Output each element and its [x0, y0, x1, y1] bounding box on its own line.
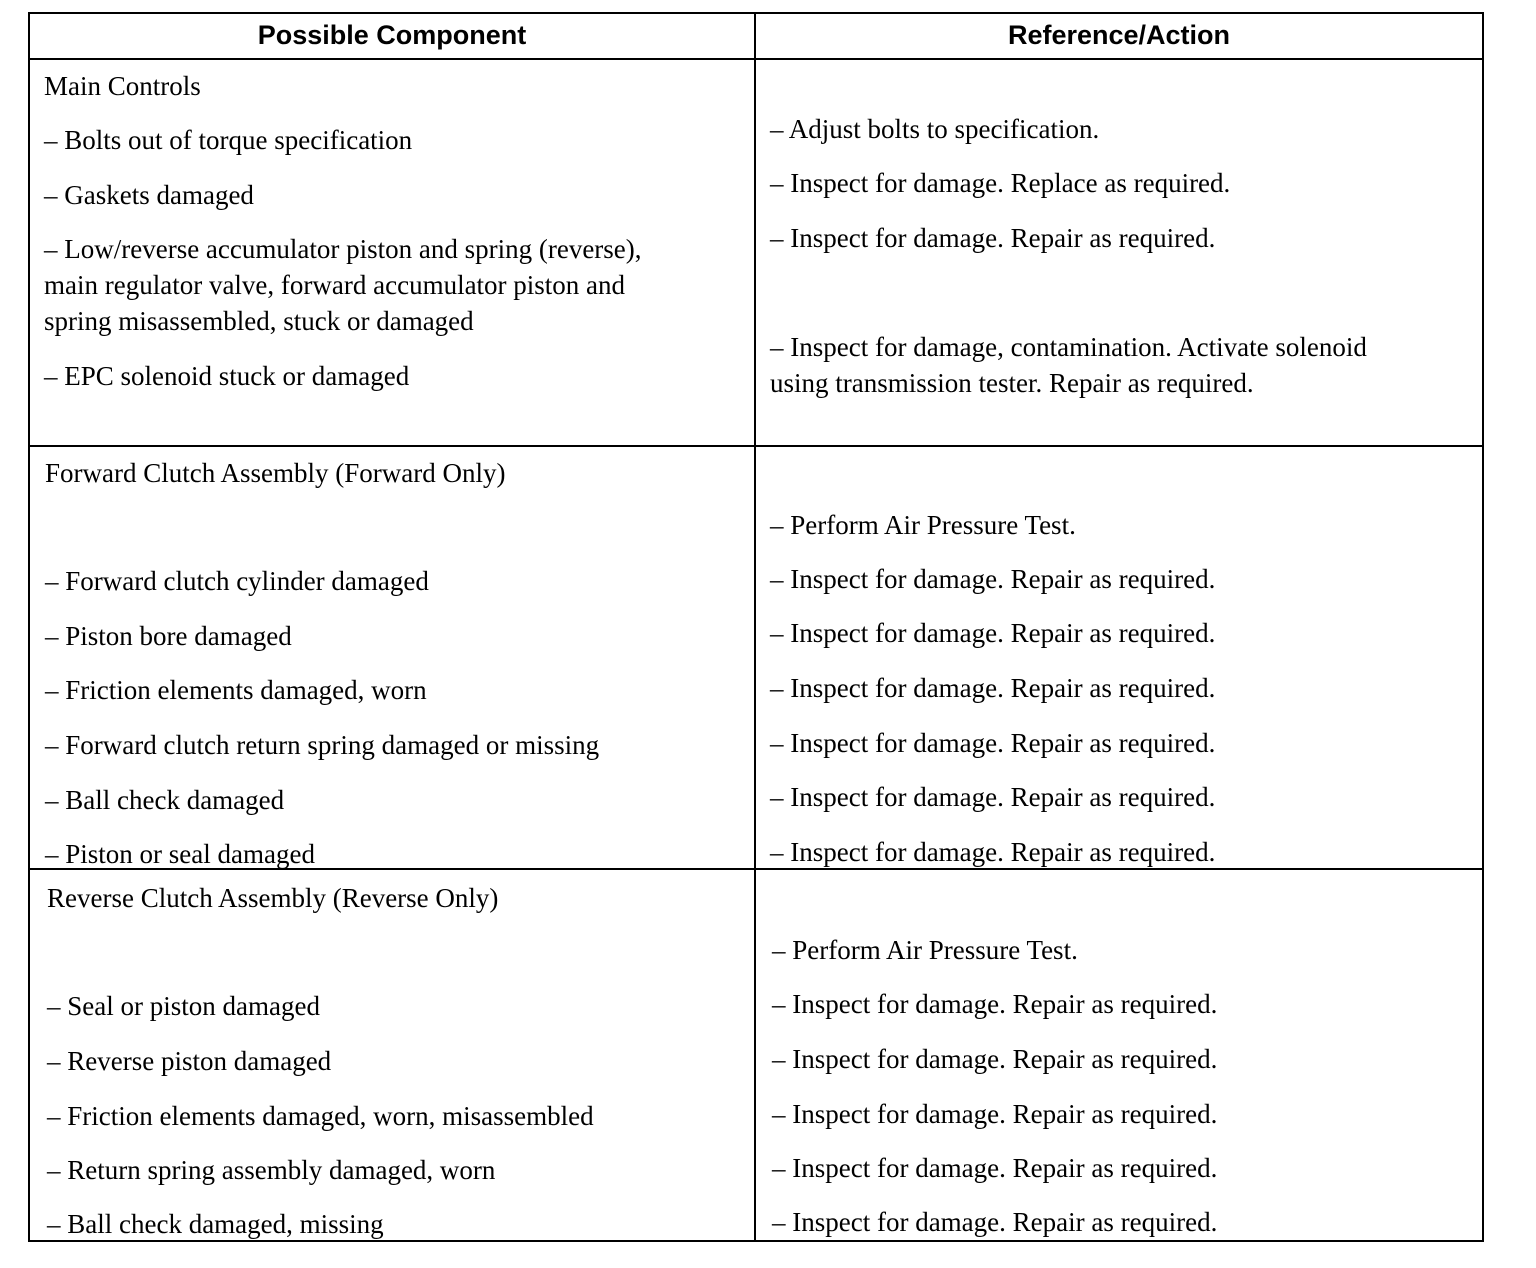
component-item: – Gaskets damaged: [44, 180, 254, 210]
action-item: – Inspect for damage. Repair as required.: [772, 1099, 1218, 1129]
component-item: – Piston or seal damaged: [45, 839, 315, 869]
action-item: – Inspect for damage. Repair as required.: [772, 989, 1218, 1019]
action-item: – Inspect for damage. Repair as required.: [770, 618, 1216, 648]
action-item: – Inspect for damage. Repair as required.: [772, 1153, 1218, 1183]
component-item: – Bolts out of torque specification: [44, 125, 413, 155]
action-item: – Inspect for damage. Repair as required.: [770, 837, 1216, 867]
header-divider: [30, 58, 1482, 60]
action-item: – Inspect for damage. Replace as required.: [770, 168, 1231, 198]
component-item: – Seal or piston damaged: [47, 991, 320, 1021]
component-item: – Ball check damaged, missing: [47, 1209, 384, 1239]
action-item: – Inspect for damage, contamination. Activate solenoid using transmission tester. Repair as required.: [770, 332, 1367, 398]
section-title-main-controls: Main Controls: [44, 71, 201, 101]
action-item: – Inspect for damage. Repair as required.: [770, 564, 1216, 594]
component-item: – Reverse piston damaged: [47, 1046, 332, 1076]
action-item: – Adjust bolts to specification.: [770, 114, 1100, 144]
component-item: – Return spring assembly damaged, worn: [47, 1155, 496, 1185]
component-item: – Piston bore damaged: [45, 621, 292, 651]
action-item: – Inspect for damage. Repair as required.: [770, 673, 1216, 703]
component-item: – Low/reverse accumulator piston and spring (reverse), main regulator valve, forward accumulator piston and spring misassembled, stuck or damaged: [44, 234, 642, 336]
component-item: – Friction elements damaged, worn, misassembled: [47, 1101, 594, 1131]
section-title-reverse-clutch: Reverse Clutch Assembly (Reverse Only): [47, 883, 499, 913]
component-item: – Forward clutch cylinder damaged: [45, 566, 429, 596]
action-item: – Inspect for damage. Repair as required.: [772, 1044, 1218, 1074]
section-divider-1: [30, 445, 1482, 447]
action-item: – Inspect for damage. Repair as required.: [772, 1207, 1218, 1237]
column-divider: [754, 14, 756, 1240]
lead-action: – Perform Air Pressure Test.: [770, 510, 1076, 540]
section-title-forward-clutch: Forward Clutch Assembly (Forward Only): [45, 458, 506, 488]
component-item: – Ball check damaged: [45, 785, 285, 815]
component-item: – Friction elements damaged, worn: [45, 675, 427, 705]
header-reference-action: Reference/Action: [1007, 20, 1231, 50]
diagnostic-table: [28, 12, 1484, 1242]
action-item: – Inspect for damage. Repair as required.: [770, 782, 1216, 812]
lead-action: – Perform Air Pressure Test.: [772, 935, 1078, 965]
component-item: – EPC solenoid stuck or damaged: [44, 361, 410, 391]
component-item: – Forward clutch return spring damaged or missing: [45, 730, 600, 760]
action-item: – Inspect for damage. Repair as required.: [770, 223, 1216, 253]
action-item: – Inspect for damage. Repair as required.: [770, 728, 1216, 758]
header-possible-component: Possible Component: [257, 20, 527, 50]
